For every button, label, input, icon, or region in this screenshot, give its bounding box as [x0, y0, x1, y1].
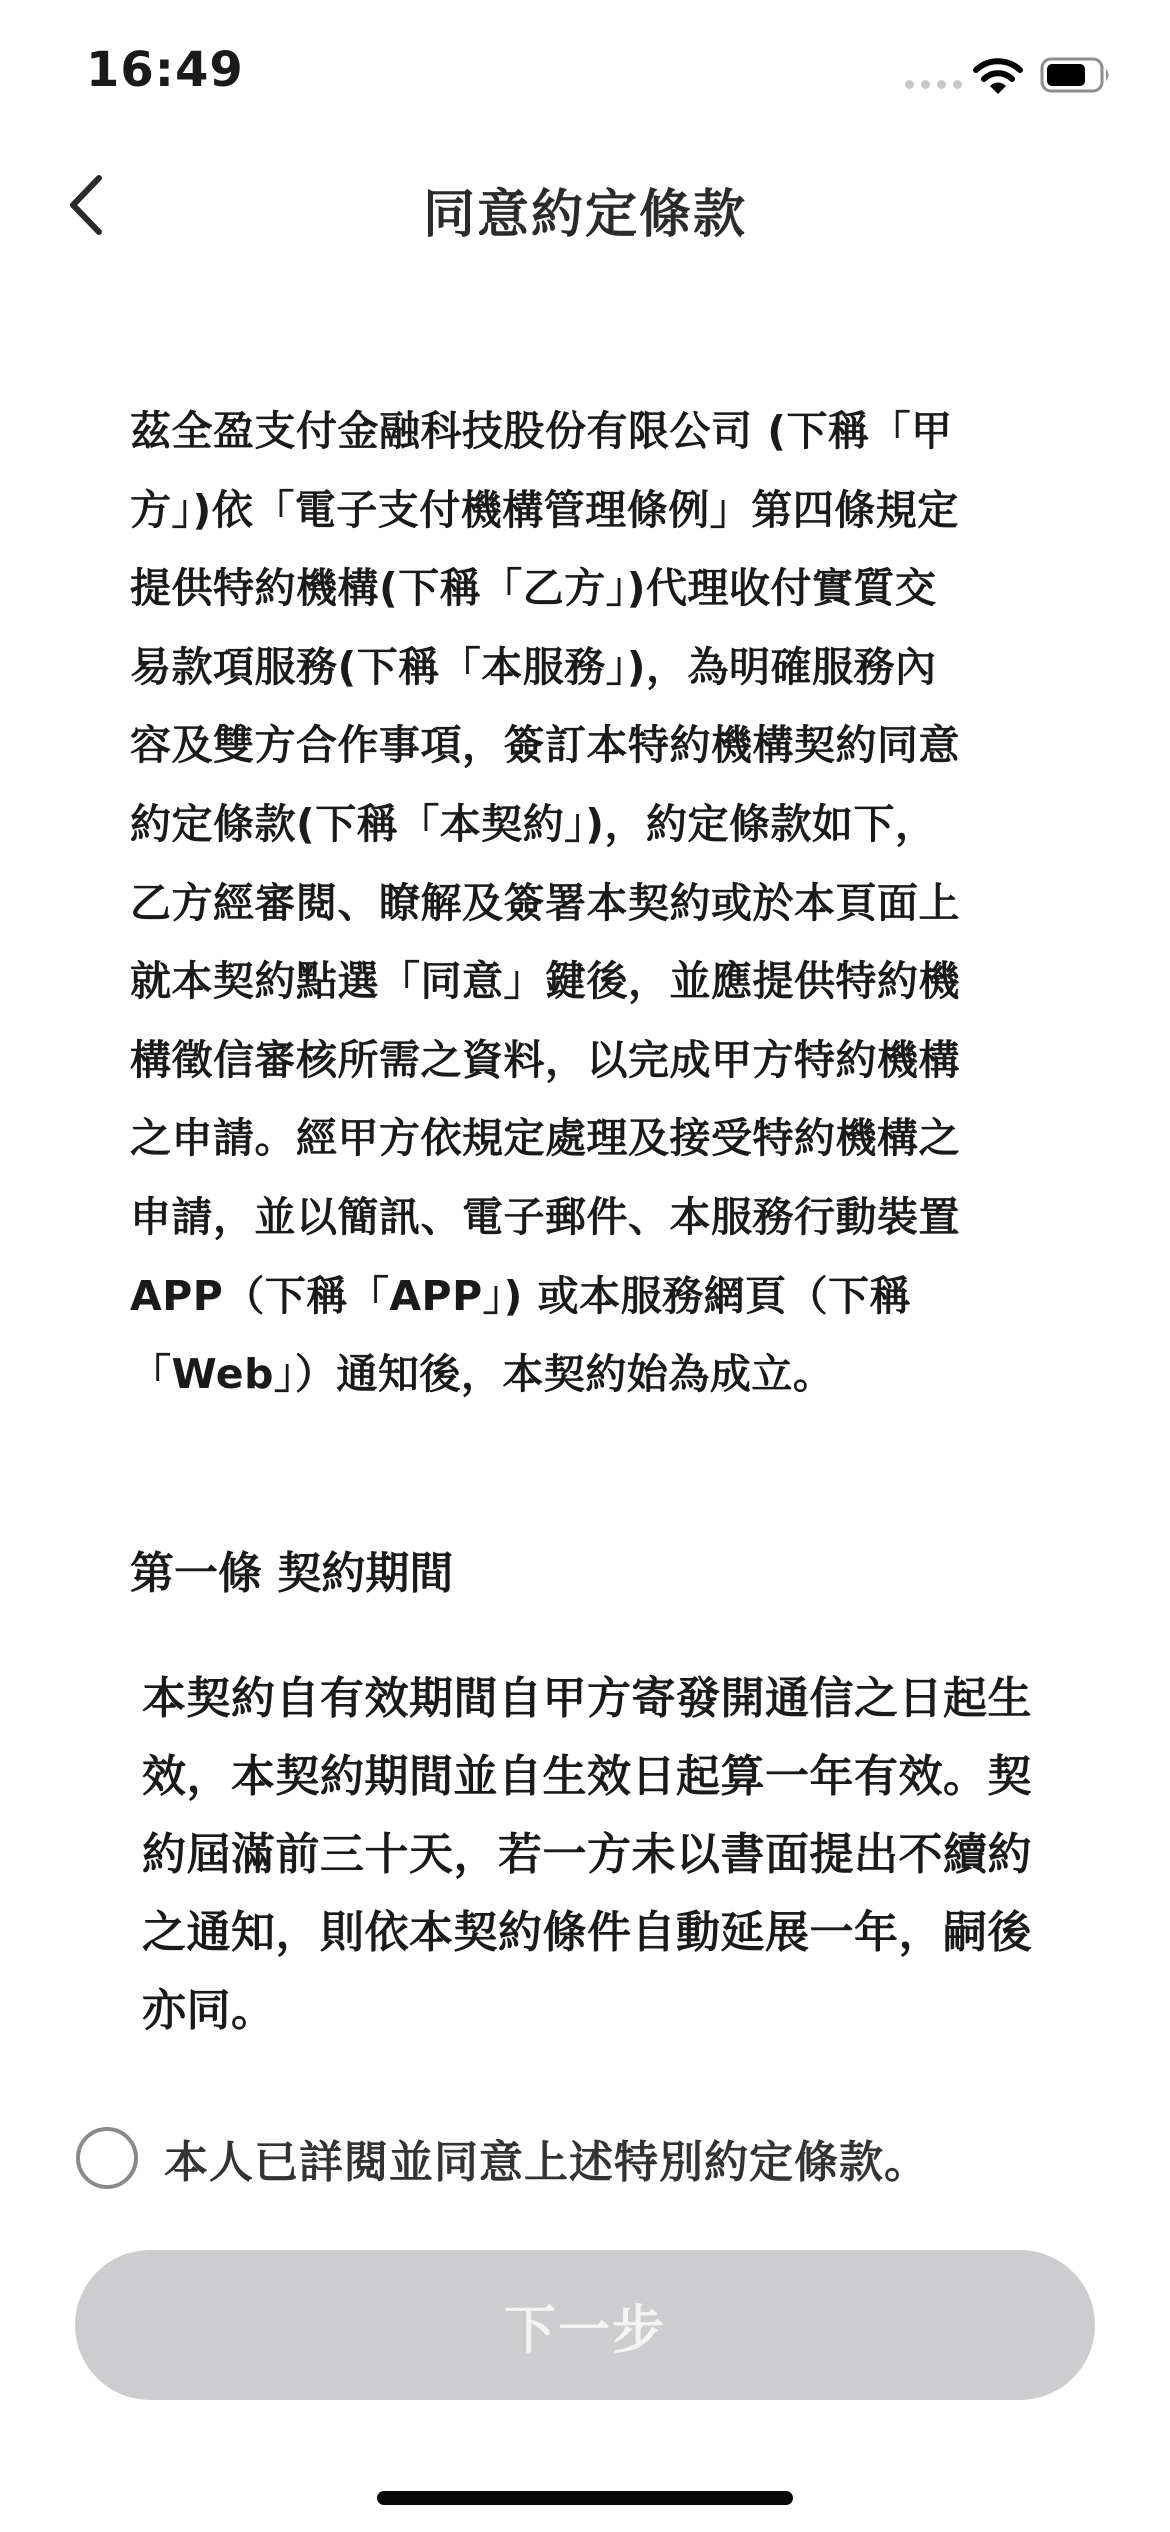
next-button-label: 下一步	[503, 2300, 666, 2361]
wifi-icon	[972, 56, 1024, 96]
page-title: 同意約定條款	[422, 185, 747, 245]
battery-icon	[1040, 56, 1112, 94]
article-heading: 第一條 契約期間	[130, 1547, 454, 1599]
terms-content[interactable]	[130, 392, 1070, 2082]
agree-label: 本人已詳閱並同意上述特別約定條款。	[164, 2137, 929, 2188]
next-button[interactable]	[75, 2250, 1095, 2400]
radio-unchecked-icon[interactable]	[76, 2127, 138, 2189]
nav-bar	[0, 150, 1170, 260]
cellular-signal-icon	[905, 80, 962, 89]
agree-checkbox-row[interactable]	[76, 2122, 929, 2194]
clipped-text-overflow	[142, 2072, 1070, 2082]
article-body: 本契約自有效期間自甲方寄發開通信之日起生 效，本契約期間並自生效日起算一年有效。契 約屆滿前三十天，若一方未以書面提出不續約 之通知，則依本契約條件自動延展一年，嗣後 亦同。	[142, 1672, 1032, 2036]
home-indicator	[377, 2491, 793, 2505]
terms-intro: 茲全盈支付金融科技股份有限公司 (下稱「甲 方」)依「電子支付機構管理條例」第四條規定 提供特約機構(下稱「乙方」)代理收付實質交 易款項服務(下稱「本服務」)，為明確服務內 容及雙方合作事項，簽訂本特約機構契約同意 約定條款(下稱「本契約」)，約定條款如下， 乙方經審閱、瞭解及簽署本契約或於本頁面上 就本契約點選「同意」鍵後，並應提供特約機 構徵信審核所需之資料，以完成甲方特約機構 之申請。經甲方依規定處理及接受特約機構之 申請，並以簡訊、電子郵件、本服務行動裝置 APP（下稱「APP」) 或本服務網頁（下稱 「Web」）通知後，本契約始為成立。	[130, 407, 960, 1399]
status-time: 16:49	[86, 42, 244, 98]
status-bar	[0, 0, 1170, 150]
